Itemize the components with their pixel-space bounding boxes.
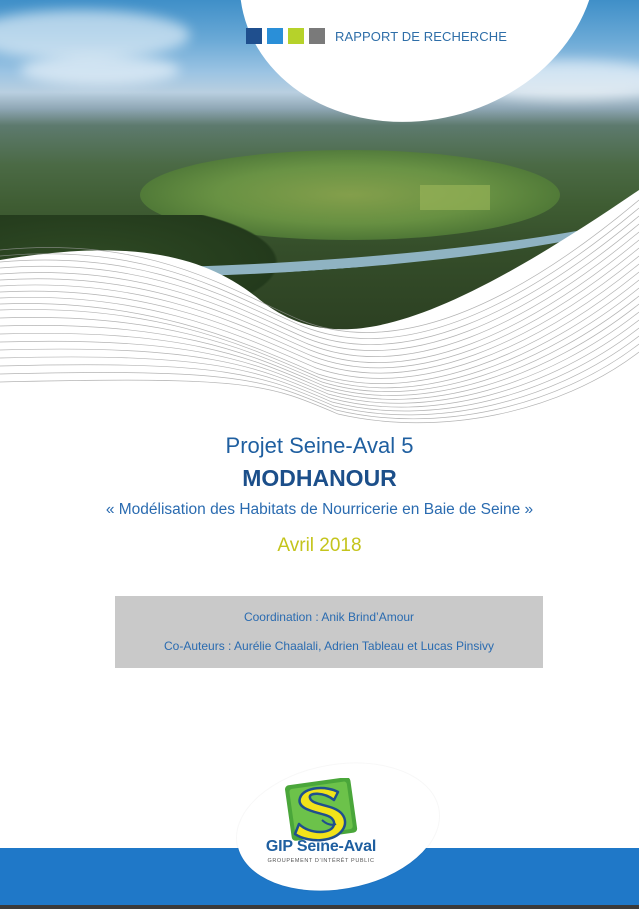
gip-seine-aval-logo: [262, 778, 392, 888]
coauthors-line: Co-Auteurs : Aurélie Chaalali, Adrien Tableau et Lucas Pinsivy: [164, 639, 494, 653]
title-block: [0, 432, 639, 558]
wave-decoration: [0, 180, 639, 440]
logo-name: GIP Seine-Aval: [265, 838, 377, 855]
color-square-2: [267, 28, 283, 44]
color-square-4: [309, 28, 325, 44]
project-subtitle: « Modélisation des Habitats de Nourricerie en Baie de Seine »: [105, 501, 534, 518]
authors-box: [115, 596, 543, 668]
coordination-line: Coordination : Anik Brind’Amour: [243, 610, 415, 624]
report-type-label: RAPPORT DE RECHERCHE: [335, 28, 507, 44]
logo-tagline: GROUPEMENT D’INTÉRÊT PUBLIC: [267, 858, 375, 864]
color-square-3: [288, 28, 304, 44]
project-acronym: MODHANOUR: [242, 465, 397, 491]
color-square-1: [246, 28, 262, 44]
bottom-stripe: [0, 905, 639, 909]
project-title: Projet Seine-Aval 5: [225, 433, 414, 458]
publication-date: Avril 2018: [277, 535, 362, 556]
report-type-header: [246, 28, 507, 44]
